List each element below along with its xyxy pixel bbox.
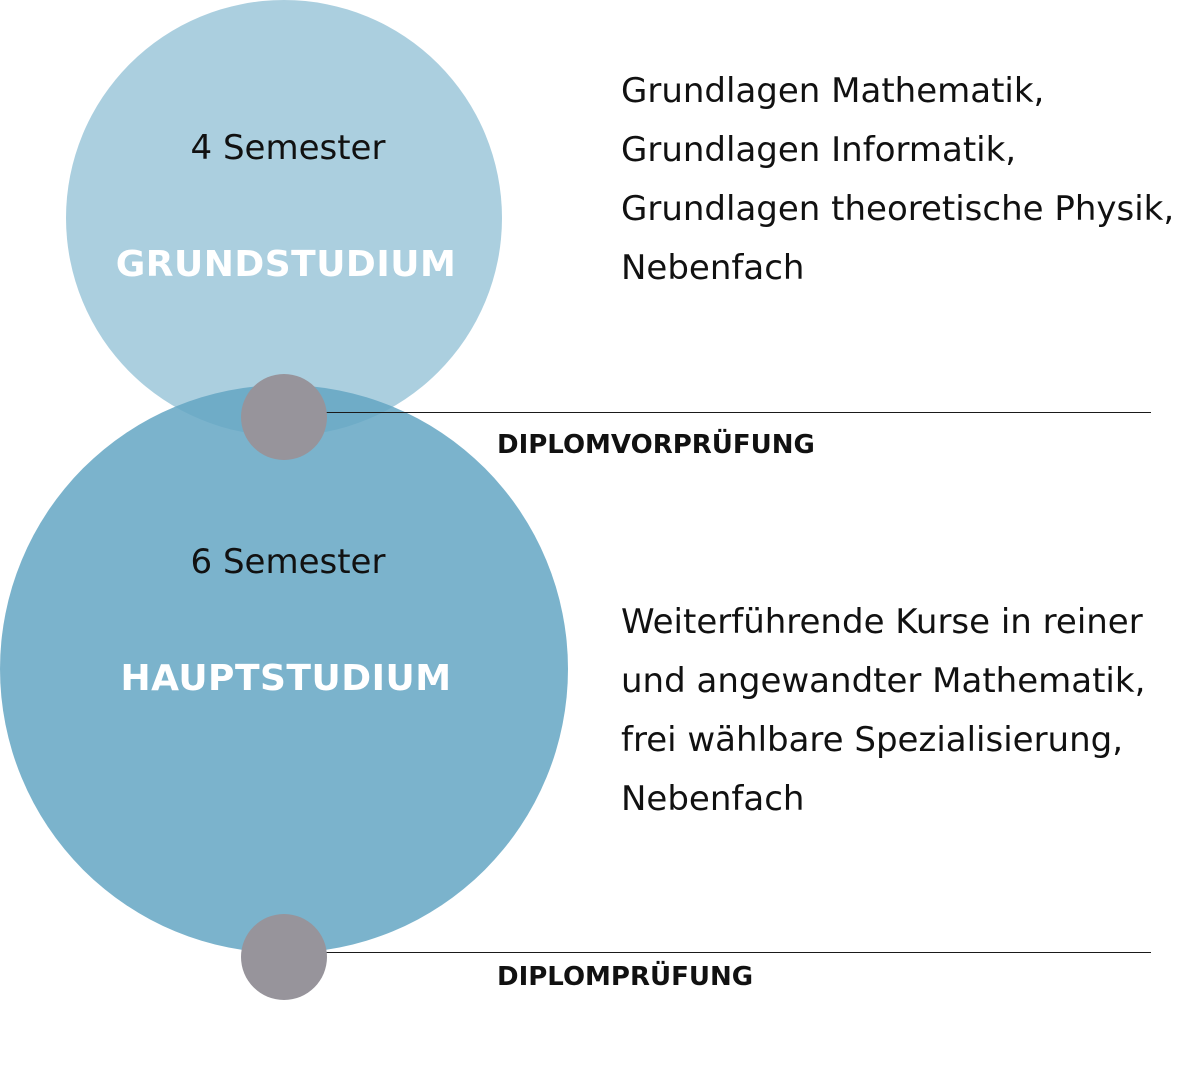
diplomvorpruefung-milestone-node bbox=[241, 374, 327, 460]
content-line: Nebenfach bbox=[621, 248, 805, 288]
diplompruefung-line bbox=[326, 952, 1151, 953]
grundstudium-circle bbox=[66, 0, 502, 436]
content-line: frei wählbare Spezialisierung, bbox=[621, 720, 1124, 760]
content-line: Grundlagen Informatik, bbox=[621, 130, 1017, 170]
content-line: Weiterführende Kurse in reiner bbox=[621, 602, 1143, 642]
content-line: und angewandter Mathematik, bbox=[621, 661, 1146, 701]
diplompruefung-milestone-node bbox=[241, 914, 327, 1000]
content-line: Nebenfach bbox=[621, 779, 805, 819]
diplomvorpruefung-line bbox=[326, 412, 1151, 413]
hauptstudium-label: HAUPTSTUDIUM bbox=[120, 658, 452, 699]
hauptstudium-semester-count: 6 Semester bbox=[190, 542, 386, 582]
content-line: Grundlagen Mathematik, bbox=[621, 71, 1045, 111]
content-line: Grundlagen theoretische Physik, bbox=[621, 189, 1175, 229]
hauptstudium-content bbox=[621, 593, 1171, 829]
grundstudium-label: GRUNDSTUDIUM bbox=[115, 244, 457, 285]
grundstudium-content bbox=[621, 62, 1175, 298]
diplompruefung-label: DIPLOMPRÜFUNG bbox=[497, 962, 754, 992]
diplomvorpruefung-label: DIPLOMVORPRÜFUNG bbox=[497, 430, 815, 460]
grundstudium-semester-count: 4 Semester bbox=[190, 128, 386, 168]
